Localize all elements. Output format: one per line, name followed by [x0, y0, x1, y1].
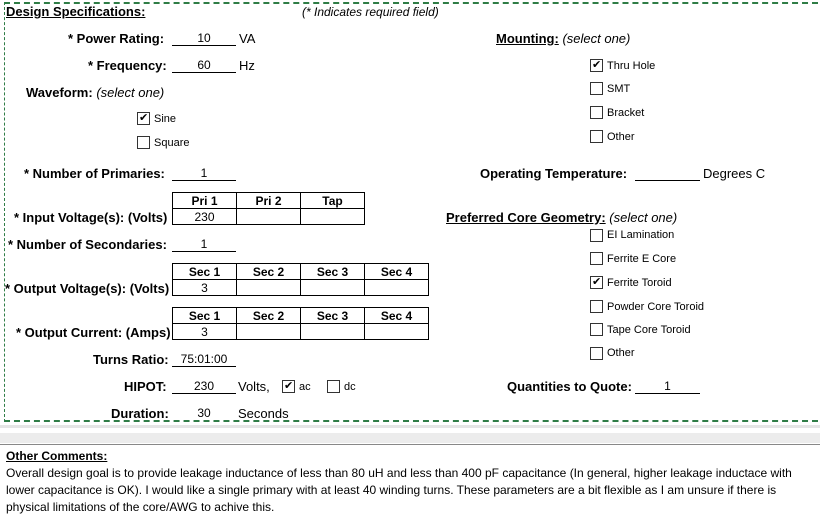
primaries-field[interactable]: 1 [172, 166, 236, 181]
thru-hole-label: Thru Hole [607, 60, 656, 72]
bracket-checkbox[interactable] [590, 106, 603, 119]
secondaries-label: * Number of Secondaries: [8, 237, 167, 252]
core-other-label: Other [607, 347, 635, 359]
separator-top [0, 425, 820, 428]
ferrite-toroid-label: Ferrite Toroid [607, 277, 672, 289]
operating-temp-field[interactable] [635, 166, 700, 181]
table-header: Sec 4 [365, 308, 429, 324]
frequency-field[interactable]: 60 [172, 58, 236, 73]
duration-label: Duration: [111, 406, 169, 421]
mounting-other-checkbox[interactable] [590, 130, 603, 143]
comments-text[interactable]: Overall design goal is to provide leakage inductance of less than 80 uH and less than 400 pF capacitance (In general, higher leakage inductace with lower capacitance is OK). I would like a single primary with at least 40 winding turns. These parameters are a bit flexible as I am unsure if there is physical limitations of the core/AWG to achive this. [6, 466, 792, 514]
waveform-group [26, 85, 164, 100]
powder-core-toroid-checkbox[interactable] [590, 300, 603, 313]
table-header: Sec 2 [237, 264, 301, 280]
sec3-current-cell[interactable] [301, 324, 365, 340]
frequency-label: * Frequency: [88, 58, 167, 73]
turns-ratio-label: Turns Ratio: [93, 352, 169, 367]
frequency-unit: Hz [239, 58, 255, 73]
power-rating-label: * Power Rating: [68, 31, 165, 46]
power-rating-field[interactable]: 10 [172, 31, 236, 46]
ferrite-e-core-label: Ferrite E Core [607, 253, 677, 265]
core-other-checkbox[interactable] [590, 347, 603, 360]
comments-title: Other Comments: [6, 449, 108, 463]
tape-core-toroid-label: Tape Core Toroid [607, 324, 691, 336]
sec2-current-cell[interactable] [237, 324, 301, 340]
sine-label: Sine [154, 113, 177, 125]
comments-section [6, 448, 816, 516]
pri1-input-cell[interactable]: 230 [173, 209, 237, 225]
output-current-table [172, 307, 429, 340]
separator-line [0, 444, 820, 445]
sec3-voltage-cell[interactable] [301, 280, 365, 296]
hipot-label: HIPOT: [124, 379, 167, 394]
waveform-label: Waveform: [26, 85, 93, 100]
mounting-hint: (select one) [562, 31, 631, 46]
tap-input-cell[interactable] [301, 209, 365, 225]
turns-ratio-field[interactable]: 75:01:00 [172, 352, 236, 367]
core-geometry-label: Preferred Core Geometry: [446, 210, 606, 225]
ferrite-e-core-checkbox[interactable] [590, 252, 603, 265]
bracket-label: Bracket [607, 107, 645, 119]
table-header: Sec 1 [173, 308, 237, 324]
waveform-hint: (select one) [96, 85, 165, 100]
pri2-input-cell[interactable] [237, 209, 301, 225]
square-checkbox[interactable] [137, 136, 150, 149]
ei-lamination-checkbox[interactable] [590, 229, 603, 242]
table-header: Sec 3 [301, 264, 365, 280]
sec1-current-cell[interactable]: 3 [173, 324, 237, 340]
input-voltage-label: * Input Voltage(s): (Volts) [14, 210, 168, 225]
table-header: Sec 1 [173, 264, 237, 280]
smt-checkbox[interactable] [590, 82, 603, 95]
duration-field[interactable]: 30 [197, 406, 211, 420]
sec4-current-cell[interactable] [365, 324, 429, 340]
ac-checkbox[interactable] [282, 380, 295, 393]
required-note: (* Indicates required field) [302, 5, 439, 19]
power-rating-unit: VA [239, 31, 256, 46]
output-voltage-table [172, 263, 429, 296]
table-header: Sec 2 [237, 308, 301, 324]
core-geometry-group [446, 210, 677, 225]
sine-checkbox[interactable] [137, 112, 150, 125]
dc-label: dc [344, 381, 356, 393]
table-header: Sec 3 [301, 308, 365, 324]
powder-core-toroid-label: Powder Core Toroid [607, 301, 705, 313]
quantities-field[interactable]: 1 [635, 379, 700, 394]
output-voltage-label: * Output Voltage(s): (Volts) [5, 281, 170, 296]
operating-temp-label: Operating Temperature: [480, 166, 628, 181]
separator-band [0, 433, 820, 443]
output-current-label: * Output Current: (Amps) [16, 325, 171, 340]
primaries-label: * Number of Primaries: [24, 166, 165, 181]
table-header: Tap [301, 193, 365, 209]
left-border [4, 2, 5, 422]
quantities-label: Quantities to Quote: [507, 379, 632, 394]
smt-label: SMT [607, 83, 631, 95]
ei-lamination-label: EI Lamination [607, 229, 675, 241]
mounting-group [496, 31, 630, 46]
mounting-label: Mounting: [496, 31, 559, 46]
duration-unit: Seconds [238, 406, 289, 421]
tape-core-toroid-checkbox[interactable] [590, 323, 603, 336]
core-geometry-hint: (select one) [609, 210, 678, 225]
page-title: Design Specifications: [6, 4, 146, 19]
secondaries-field[interactable]: 1 [172, 237, 236, 252]
square-label: Square [154, 137, 190, 149]
hipot-field[interactable]: 230 [172, 379, 236, 394]
sec4-voltage-cell[interactable] [365, 280, 429, 296]
sec2-voltage-cell[interactable] [237, 280, 301, 296]
mounting-other-label: Other [607, 131, 635, 143]
hipot-unit: Volts, [238, 379, 270, 394]
ac-label: ac [299, 381, 311, 393]
ferrite-toroid-checkbox[interactable] [590, 276, 603, 289]
thru-hole-checkbox[interactable] [590, 59, 603, 72]
table-header: Pri 1 [173, 193, 237, 209]
sec1-voltage-cell[interactable]: 3 [173, 280, 237, 296]
dc-checkbox[interactable] [327, 380, 340, 393]
operating-temp-unit: Degrees C [703, 166, 766, 181]
table-header: Sec 4 [365, 264, 429, 280]
input-voltage-table [172, 192, 365, 225]
table-header: Pri 2 [237, 193, 301, 209]
